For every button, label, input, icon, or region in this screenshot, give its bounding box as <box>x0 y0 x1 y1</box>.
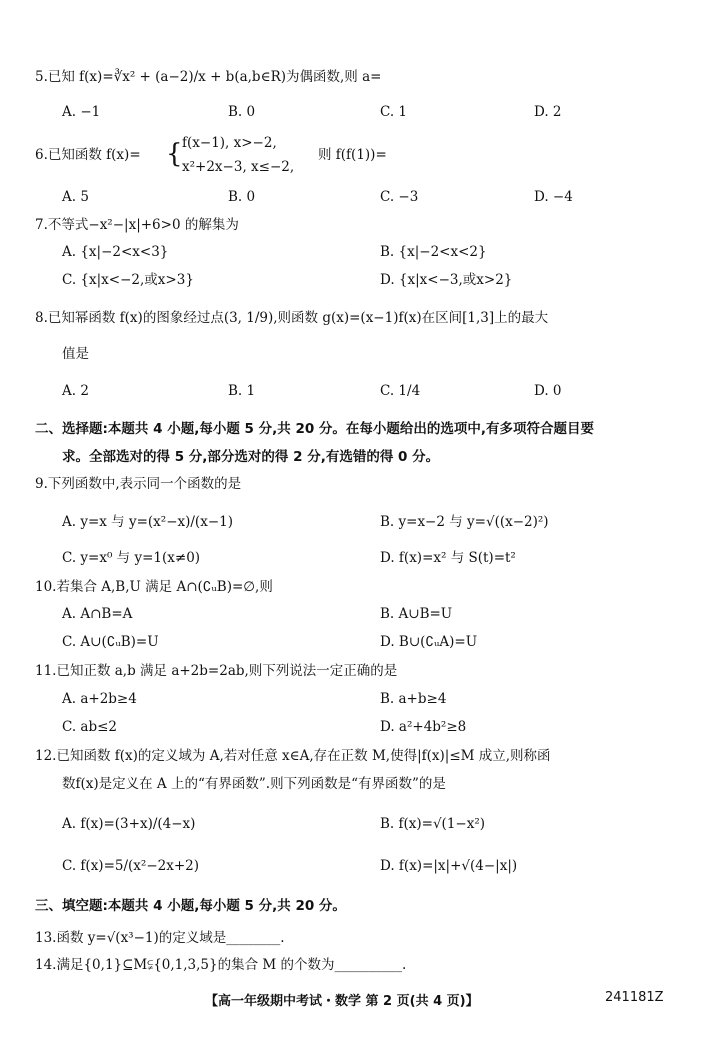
q10-stem: 10.若集合 A,B,U 满足 A∩(∁ᵤB)=∅,则 <box>35 579 273 595</box>
page-footer: 【高一年级期中考试・数学 第 2 页(共 4 页)】 <box>205 994 479 1009</box>
q8-stem: 8.已知幂函数 f(x)的图象经过点(3, 1/9),则函数 g(x)=(x−1)f(x)在区间[1,3]上的最大 <box>35 310 549 326</box>
q5-option-a: A. −1 <box>62 104 101 120</box>
q8-stem-cont: 值是 <box>62 346 89 362</box>
q11-option-d: D. a²+4b²≥8 <box>380 719 467 735</box>
q11-option-b: B. a+b≥4 <box>380 691 447 707</box>
q10-option-b: B. A∪B=U <box>380 606 453 622</box>
q9-option-a: A. y=x 与 y=(x²−x)/(x−1) <box>62 514 233 530</box>
q6-stem-tail: 则 f(f(1))= <box>318 147 387 163</box>
q5-option-c: C. 1 <box>380 104 408 120</box>
q6-option-d: D. −4 <box>534 189 573 205</box>
q6-brace: { <box>166 139 183 169</box>
q12-option-d: D. f(x)=|x|+√(4−|x|) <box>380 858 518 874</box>
q11-option-c: C. ab≤2 <box>62 719 118 735</box>
q5-stem: 5.已知 f(x)=∛x² + (a−2)/x + b(a,b∈R)为偶函数,则 a= <box>35 69 382 85</box>
q6-case1: f(x−1), x>−2, <box>182 135 277 151</box>
q8-option-c: C. 1/4 <box>380 383 421 399</box>
section3-heading: 三、填空题:本题共 4 小题,每小题 5 分,共 20 分。 <box>35 898 346 914</box>
q10-option-d: D. B∪(∁ᵤA)=U <box>380 634 478 650</box>
q10-option-c: C. A∪(∁ᵤB)=U <box>62 634 159 650</box>
q7-option-d: D. {x|x<−3,或x>2} <box>380 272 513 288</box>
q9-stem: 9.下列函数中,表示同一个函数的是 <box>35 476 242 492</box>
q6-option-c: C. −3 <box>380 189 419 205</box>
q12-option-b: B. f(x)=√(1−x²) <box>380 816 486 832</box>
q14-stem: 14.满足{0,1}⊆M⫋{0,1,3,5}的集合 M 的个数为__________. <box>35 957 407 973</box>
section2-heading: 二、选择题:本题共 4 小题,每小题 5 分,共 20 分。在每小题给出的选项中,有多项符合题目要 <box>35 421 595 437</box>
q8-option-a: A. 2 <box>62 383 89 399</box>
section2-instructions: 求。全部选对的得 5 分,部分选对的得 2 分,有选错的得 0 分。 <box>62 449 440 465</box>
q9-option-b: B. y=x−2 与 y=√((x−2)²) <box>380 514 549 530</box>
q6-option-a: A. 5 <box>62 189 89 205</box>
q5-option-b: B. 0 <box>228 104 256 120</box>
q6-option-b: B. 0 <box>228 189 256 205</box>
q7-option-b: B. {x|−2<x<2} <box>380 244 487 260</box>
q6-stem-head: 6.已知函数 f(x)= <box>35 147 141 163</box>
q12-stem: 12.已知函数 f(x)的定义域为 A,若对任意 x∈A,存在正数 M,使得|f(x)|≤M 成立,则称函 <box>35 748 551 764</box>
q8-option-b: B. 1 <box>228 383 256 399</box>
q5-option-d: D. 2 <box>534 104 562 120</box>
q13-stem: 13.函数 y=√(x³−1)的定义域是________. <box>35 930 285 946</box>
q10-option-a: A. A∩B=A <box>62 606 133 622</box>
q8-option-d: D. 0 <box>534 383 562 399</box>
q9-option-d: D. f(x)=x² 与 S(t)=t² <box>380 550 516 566</box>
q7-option-c: C. {x|x<−2,或x>3} <box>62 272 194 288</box>
exam-code: 241181Z <box>605 990 664 1005</box>
q11-option-a: A. a+2b≥4 <box>62 691 137 707</box>
q11-stem: 11.已知正数 a,b 满足 a+2b=2ab,则下列说法一定正确的是 <box>35 663 398 679</box>
q7-stem: 7.不等式−x²−|x|+6>0 的解集为 <box>35 217 239 233</box>
q12-option-a: A. f(x)=(3+x)/(4−x) <box>62 816 196 832</box>
q12-stem-cont: 数f(x)是定义在 A 上的“有界函数”.则下列函数是“有界函数”的是 <box>62 776 446 792</box>
q7-option-a: A. {x|−2<x<3} <box>62 244 169 260</box>
q12-option-c: C. f(x)=5/(x²−2x+2) <box>62 858 199 874</box>
q6-case2: x²+2x−3, x≤−2, <box>182 159 295 175</box>
q9-option-c: C. y=x⁰ 与 y=1(x≠0) <box>62 550 201 566</box>
